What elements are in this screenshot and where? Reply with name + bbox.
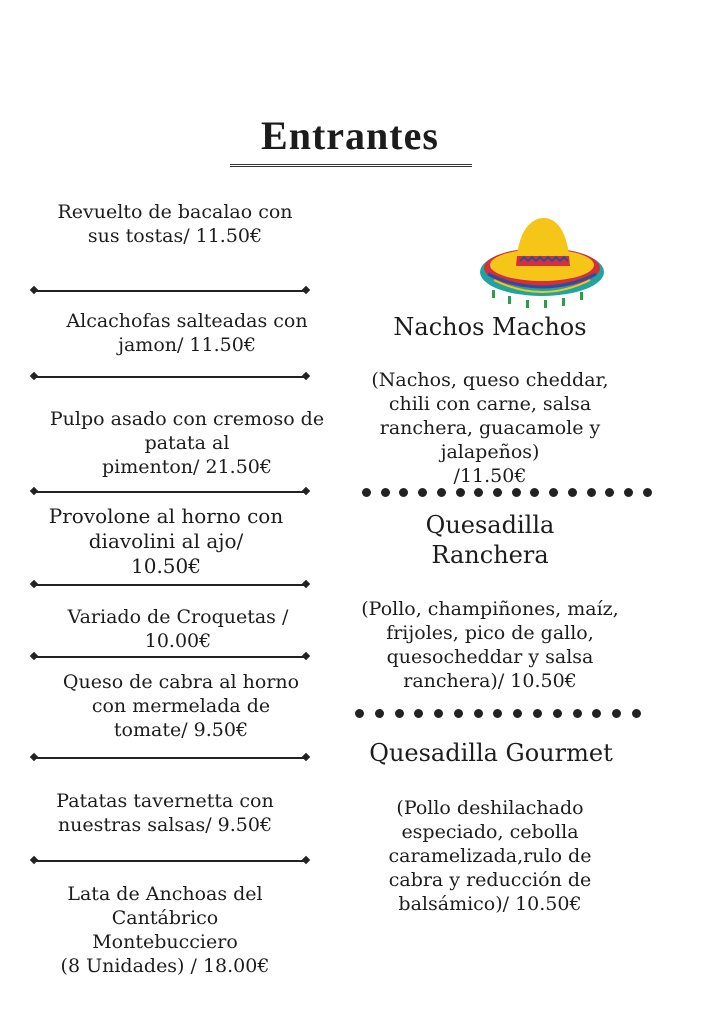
menu-item bbox=[36, 407, 338, 479]
item-line: 10.00€ bbox=[144, 630, 212, 652]
menu-item bbox=[40, 882, 290, 978]
item-line: (8 Unidades) / 18.00€ bbox=[60, 955, 270, 977]
desc-line: ranchera, guacamole y bbox=[379, 417, 601, 439]
menu-item bbox=[40, 670, 322, 742]
item-line: diavolini al ajo/ bbox=[88, 529, 244, 553]
dotted-divider bbox=[355, 709, 641, 718]
desc-line: frijoles, pico de gallo, bbox=[386, 622, 594, 644]
item-line: Cantábrico bbox=[111, 907, 219, 929]
desc-line: (Pollo, champiñones, maíz, bbox=[361, 598, 619, 620]
item-line: Provolone al horno con bbox=[48, 504, 284, 528]
dish-title: Nachos Machos bbox=[393, 313, 587, 341]
desc-line: caramelizada,rulo de bbox=[388, 845, 592, 867]
divider bbox=[34, 290, 306, 292]
dish-title bbox=[380, 510, 600, 570]
dish-description bbox=[340, 597, 640, 693]
item-line: Patatas tavernetta con bbox=[56, 790, 274, 812]
menu-item bbox=[22, 504, 310, 579]
desc-line: jalapeños) bbox=[440, 441, 540, 463]
item-line: Alcachofas salteadas con bbox=[66, 310, 308, 332]
dish-title: Quesadilla Gourmet bbox=[369, 739, 613, 767]
title-line: Ranchera bbox=[431, 541, 549, 569]
item-line: Variado de Croquetas / bbox=[67, 606, 289, 628]
divider bbox=[34, 757, 306, 759]
desc-line: quesocheddar y salsa bbox=[386, 646, 594, 668]
item-line: Montebucciero bbox=[92, 931, 238, 953]
item-line: nuestras salsas/ 9.50€ bbox=[57, 814, 273, 836]
dish-description bbox=[350, 796, 630, 916]
desc-line: balsámico)/ 10.50€ bbox=[398, 893, 582, 915]
divider bbox=[34, 376, 306, 378]
dotted-divider bbox=[362, 488, 652, 497]
divider bbox=[34, 656, 306, 658]
item-line: Revuelto de bacalao con bbox=[57, 201, 293, 223]
item-line: Pulpo asado con cremoso de bbox=[49, 408, 325, 430]
item-line: Queso de cabra al horno bbox=[62, 671, 300, 693]
desc-line: especiado, cebolla bbox=[401, 821, 579, 843]
item-line: patata al bbox=[144, 432, 230, 454]
desc-line: cabra y reducción de bbox=[388, 869, 592, 891]
desc-line: ranchera)/ 10.50€ bbox=[403, 670, 577, 692]
menu-item bbox=[44, 605, 312, 653]
desc-line: (Pollo deshilachado bbox=[396, 797, 584, 819]
dish-description bbox=[350, 368, 630, 488]
title-line: Quesadilla bbox=[425, 511, 555, 539]
item-line: Lata de Anchoas del bbox=[67, 883, 263, 905]
divider bbox=[34, 860, 306, 862]
divider bbox=[34, 491, 306, 493]
menu-item bbox=[32, 789, 298, 837]
item-line: pimenton/ 21.50€ bbox=[102, 456, 272, 478]
sombrero-icon bbox=[474, 212, 610, 312]
page-title: Entrantes bbox=[261, 113, 439, 158]
desc-line: /11.50€ bbox=[453, 465, 527, 487]
menu-item bbox=[40, 200, 310, 248]
item-line: jamon/ 11.50€ bbox=[118, 334, 256, 356]
item-line: 10.50€ bbox=[131, 554, 201, 578]
item-line: con mermelada de bbox=[91, 695, 271, 717]
item-line: sus tostas/ 11.50€ bbox=[87, 225, 263, 247]
divider bbox=[34, 584, 306, 586]
desc-line: chili con carne, salsa bbox=[388, 393, 592, 415]
item-line: tomate/ 9.50€ bbox=[113, 719, 249, 741]
title-underline bbox=[230, 164, 472, 167]
menu-item bbox=[46, 309, 328, 357]
desc-line: (Nachos, queso cheddar, bbox=[371, 369, 609, 391]
